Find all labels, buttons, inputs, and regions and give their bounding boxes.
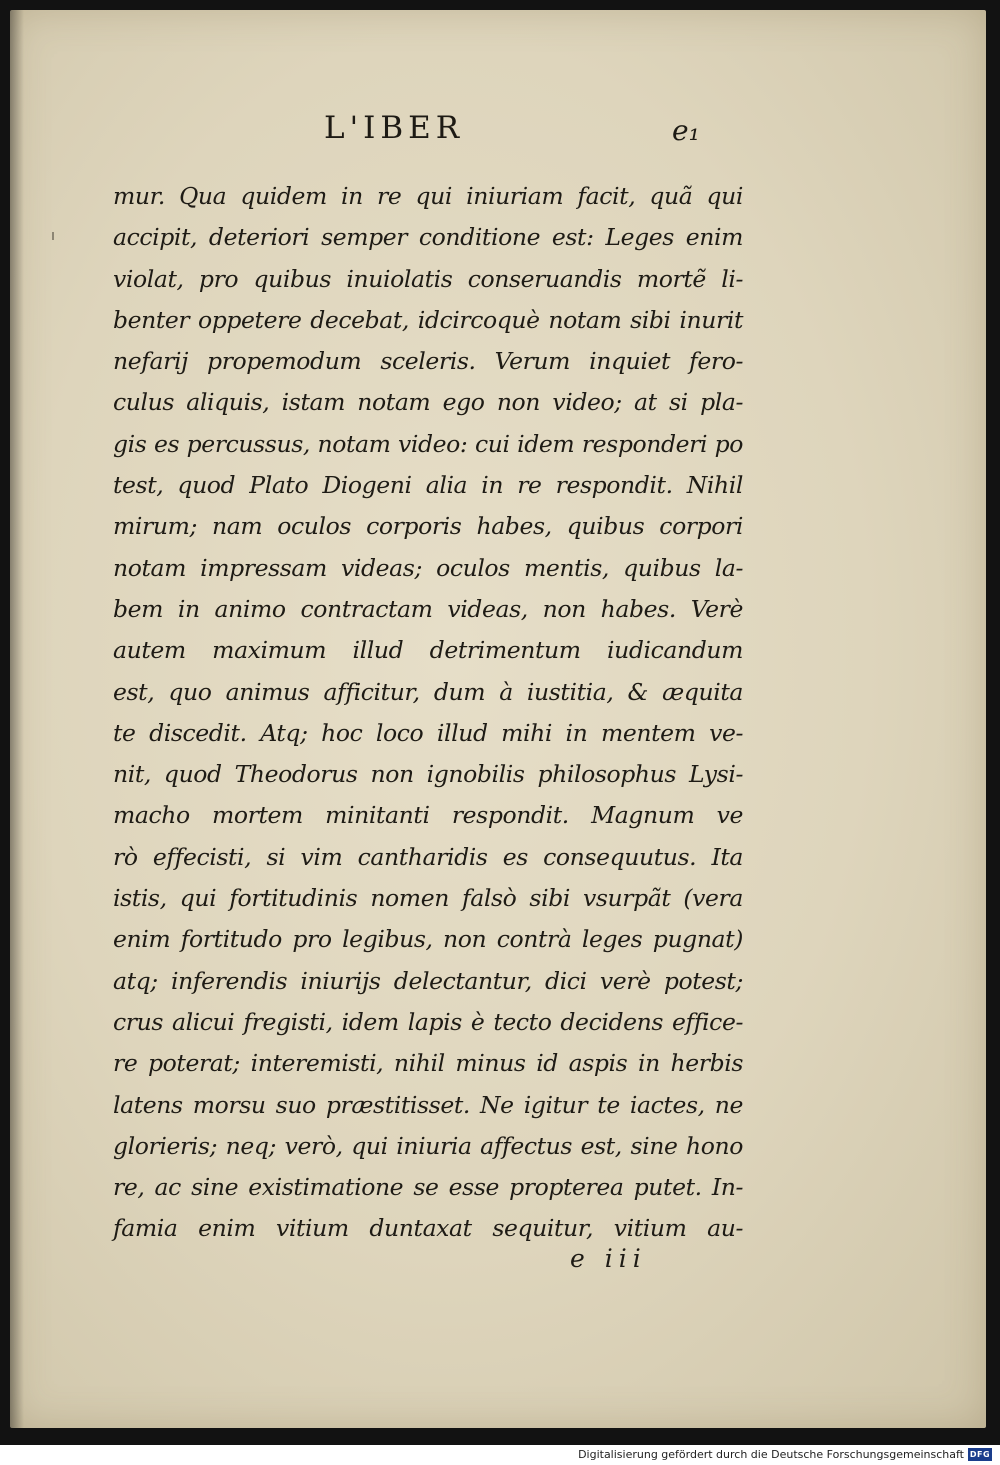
text-line: te discedit. Atq; hoc loco illud mihi in mentem ve- [113, 718, 743, 747]
text-line: gis es percussus, notam video: cui idem responderi po [113, 429, 743, 458]
text-line: notam impressam videas; oculos mentis, quibus la- [113, 553, 743, 582]
text-line: famia enim vitium duntaxat sequitur, vitium au- [113, 1214, 743, 1243]
dfg-logo-icon: DFG [969, 1450, 991, 1459]
text-line: latens morsu suo præstitisset. Ne igitur te iactes, ne [113, 1090, 743, 1119]
digitization-credit: Digitalisierung gefördert durch die Deutsche Forschungsgemeinschaft [578, 1448, 964, 1461]
text-line: istis, qui fortitudinis nomen falsò sibi vsurpãt (vera [113, 884, 743, 913]
text-line: benter oppetere decebat, idcircoquè notam sibi inurit [113, 305, 743, 334]
page-header [10, 110, 986, 150]
text-line: nit, quod Theodorus non ignobilis philosophus Lysi- [113, 760, 743, 789]
text-line: nefarij propemodum sceleris. Verum inquiet fero- [113, 347, 743, 376]
running-title: L'IBER [324, 110, 465, 146]
text-line: violat, pro quibus inuiolatis conseruandis mortẽ li- [113, 264, 743, 293]
text-line: culus aliquis, istam notam ego non video; at si pla- [113, 388, 743, 417]
text-line: re poterat; interemisti, nihil minus id aspis in herbis [113, 1049, 743, 1078]
text-line: autem maximum illud detrimentum iudicandum [113, 636, 743, 665]
text-line: accipit, deteriori semper conditione est: Leges enim [113, 223, 743, 252]
text-line: rò effecisti, si vim cantharidis es consequutus. Ita [113, 842, 743, 871]
text-line: atq; inferendis iniurijs delectantur, dici verè potest; [113, 966, 743, 995]
margin-mark [52, 232, 54, 240]
text-line: re, ac sine existimatione se esse propterea putet. In- [113, 1173, 743, 1202]
text-line: glorieris; neq; verò, qui iniuria affectus est, sine hono [113, 1131, 743, 1160]
text-line: mirum; nam oculos corporis habes, quibus corpori [113, 512, 743, 541]
folio-number: e₁ [672, 114, 700, 147]
text-line: enim fortitudo pro legibus, non contrà leges pugnat) [113, 925, 743, 954]
text-line: est, quo animus afficitur, dum à iustitia, & æquita [113, 677, 743, 706]
text-line: test, quod Plato Diogeni alia in re respondit. Nihil [113, 471, 743, 500]
text-line: crus alicui fregisti, idem lapis è tecto decidens effice- [113, 1007, 743, 1036]
footer-bar [0, 1445, 1000, 1465]
book-page [10, 10, 986, 1428]
text-line: mur. Qua quidem in re qui iniuriam facit, quã qui [113, 182, 743, 210]
text-line: bem in animo contractam videas, non habes. Verè [113, 594, 743, 623]
text-line: macho mortem minitanti respondit. Magnum ve [113, 801, 743, 830]
signature-mark: e iii [570, 1244, 647, 1273]
body-text [113, 176, 743, 1250]
